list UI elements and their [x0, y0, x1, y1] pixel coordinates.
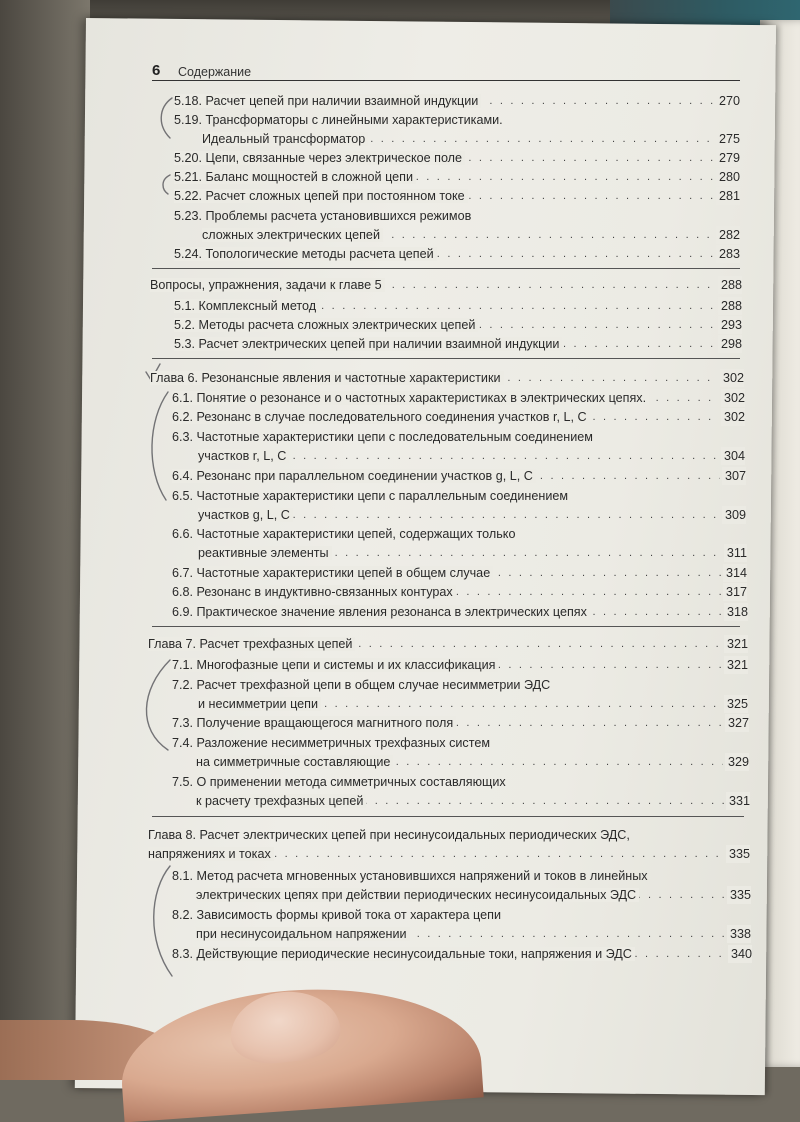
toc-entry[interactable]: 5.23. Проблемы расчета установившихся режимов — [174, 209, 472, 223]
toc-entry[interactable]: . . . 6.9. Практическое значение явления резонанса в электрических цепях 318 — [172, 603, 748, 621]
toc-entry[interactable]: . . . реактивные элементы 311 — [198, 544, 747, 562]
toc-entry[interactable]: . . . 5.1. Комплексный метод 288 — [174, 297, 742, 315]
page-number: 6 — [152, 62, 161, 79]
toc-entry[interactable]: . . . 6.2. Резонанс в случае последовательного соединения участков r, L, C 302 — [172, 408, 745, 426]
toc-entry[interactable]: . . . электрических цепях при действии периодических несинусоидальных ЭДС 335 — [196, 886, 751, 904]
toc-entry[interactable]: . . . 5.20. Цепи, связанные через электрическое поле 279 — [174, 149, 740, 167]
toc-entry[interactable]: . . . 6.8. Резонанс в индуктивно-связанных контурах 317 — [172, 583, 747, 601]
section-divider — [152, 626, 740, 627]
toc-entry[interactable]: 5.19. Трансформаторы с линейными характеристиками. — [174, 113, 503, 127]
toc-entry[interactable]: . . . к расчету трехфазных цепей 331 — [196, 792, 750, 810]
toc-entry[interactable]: . . . участков g, L, C 309 — [198, 506, 746, 524]
toc-entry[interactable]: . . . сложных электрических цепей 282 — [202, 226, 740, 244]
section-divider — [152, 816, 744, 817]
toc-entry[interactable]: . . . 5.2. Методы расчета сложных электрических цепей 293 — [174, 316, 742, 334]
toc-entry[interactable]: . . . на симметричные составляющие 329 — [196, 753, 749, 771]
toc-entry[interactable]: . . . 8.3. Действующие периодические несинусоидальные токи, напряжения и ЭДС 340 — [172, 945, 752, 963]
toc-entry[interactable]: . . . 7.1. Многофазные цепи и системы и их классификация 321 — [172, 656, 748, 674]
toc-entry[interactable]: 6.6. Частотные характеристики цепей, содержащих только — [172, 527, 516, 541]
toc-entry[interactable]: 7.4. Разложение несимметричных трехфазных систем — [172, 736, 490, 750]
toc-entry[interactable]: . . . и несимметрии цепи 325 — [198, 695, 748, 713]
toc-entry[interactable]: . . . 5.21. Баланс мощностей в сложной цепи 280 — [174, 168, 740, 186]
toc-entry[interactable]: 8.2. Зависимость формы кривой тока от характера цепи — [172, 908, 501, 922]
section-divider — [152, 268, 740, 269]
toc-chapter-entry[interactable]: . . . Вопросы, упражнения, задачи к главе 5 288 — [150, 276, 742, 294]
toc-entry[interactable]: . . . Идеальный трансформатор 275 — [202, 130, 740, 148]
toc-chapter-entry[interactable]: . . . напряжениях и токах 335 — [148, 845, 750, 863]
toc-entry[interactable]: 6.5. Частотные характеристики цепи с параллельным соединением — [172, 489, 569, 503]
toc-entry[interactable]: . . . 5.18. Расчет цепей при наличии взаимной индукции 270 — [174, 92, 740, 110]
toc-entry[interactable]: . . . при несинусоидальном напряжении 338 — [196, 925, 751, 943]
section-divider — [152, 358, 740, 359]
toc-entry[interactable]: . . . участков r, L, C 304 — [198, 447, 745, 465]
toc-entry[interactable]: . . . 6.7. Частотные характеристики цепей в общем случае 314 — [172, 564, 747, 582]
toc-entry[interactable]: . . . 6.4. Резонанс при параллельном соединении участков g, L, C 307 — [172, 467, 746, 485]
toc-entry[interactable]: 7.5. О применении метода симметричных составляющих — [172, 775, 506, 789]
toc-entry[interactable]: 8.1. Метод расчета мгновенных установившихся напряжений и токов в линейных — [172, 869, 648, 883]
toc-entry[interactable]: . . . 7.3. Получение вращающегося магнитного поля 327 — [172, 714, 749, 732]
toc-entry[interactable]: . . . 5.3. Расчет электрических цепей при наличии взаимной индукции 298 — [174, 335, 742, 353]
toc-entry[interactable]: 6.3. Частотные характеристики цепи с последовательным соединением — [172, 430, 593, 444]
toc-entry[interactable]: 7.2. Расчет трехфазной цепи в общем случае несимметрии ЭДС — [172, 678, 551, 692]
toc-entry[interactable]: . . . 6.1. Понятие о резонансе и о частотных характеристиках в электрических цепях. 302 — [172, 389, 745, 407]
toc-chapter-entry[interactable]: . . . Глава 6. Резонансные явления и частотные характеристики 302 — [150, 369, 744, 387]
toc-entry[interactable]: . . . 5.24. Топологические методы расчета цепей 283 — [174, 245, 740, 263]
toc-entry[interactable]: . . . 5.22. Расчет сложных цепей при постоянном токе 281 — [174, 187, 740, 205]
running-title: Содержание — [178, 65, 252, 79]
toc-chapter-entry[interactable]: Глава 8. Расчет электрических цепей при несинусоидальных периодических ЭДС, — [148, 828, 630, 842]
toc-chapter-entry[interactable]: . . . Глава 7. Расчет трехфазных цепей 321 — [148, 635, 748, 653]
